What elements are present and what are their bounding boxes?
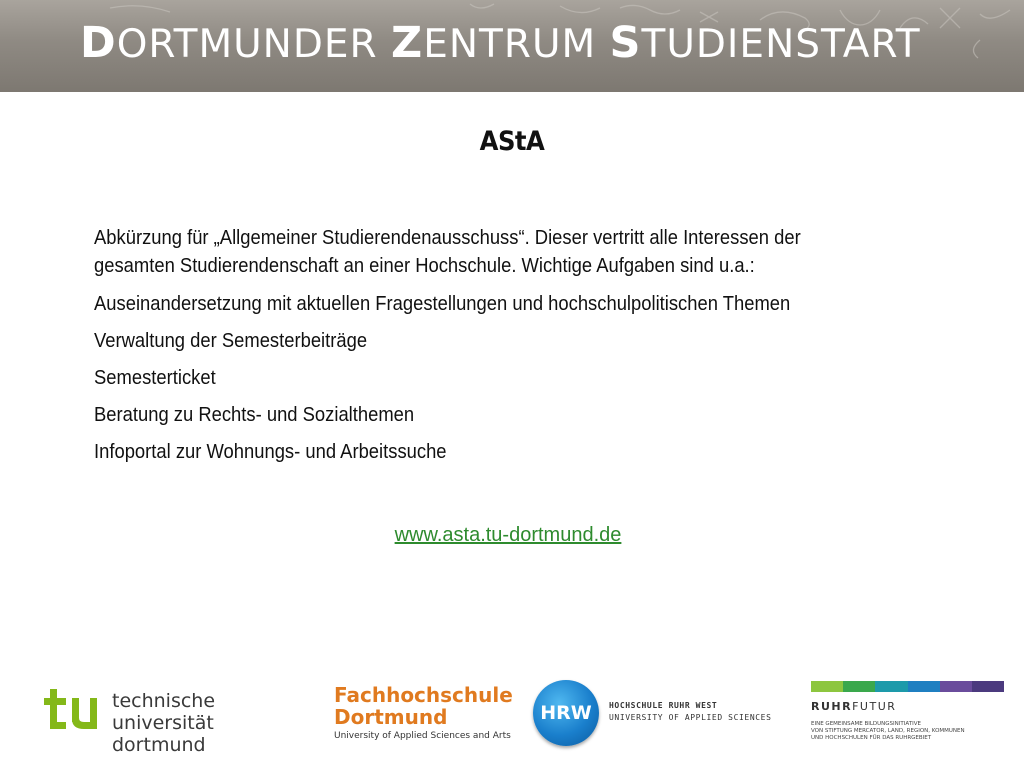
fh-logo-line2: Dortmund [334,705,448,729]
header-title-rest-1: ORTMUNDER [116,22,392,67]
header-title-cap-2: Z [391,18,424,68]
hrw-logo [533,680,783,748]
ruhrfutur-bar [875,681,907,692]
list-item: Semesterticket [94,367,216,389]
ruhrfutur-bar [972,681,1004,692]
ruhrfutur-bar [940,681,972,692]
ruhrfutur-desc-line: EINE GEMEINSAME BILDUNGSINITIATIVE [811,721,921,727]
intro-paragraph: Abkürzung für „Allgemeiner Studierendenausschuss“. Dieser vertritt alle Interessen der gesamten Studierendenschaft an einer Hochschule. Wichtige Aufgaben sind u.a.: [94,227,801,277]
header-banner [0,0,1024,92]
header-title-cap-3: S [609,18,642,68]
hrw-logo-text [609,700,772,724]
slide-body [94,224,848,475]
hrw-logo-line2: UNIVERSITY OF APPLIED SCIENCES [609,713,772,722]
header-title-cap-1: D [80,18,117,68]
fh-logo-line1: Fachhochschule [334,683,513,707]
ruhrfutur-description [811,721,1006,742]
ruhrfutur-bar [908,681,940,692]
ruhrfutur-desc-line: UND HOCHSCHULEN FÜR DAS RUHRGEBIET [811,735,932,741]
fh-dortmund-logo [334,684,514,746]
hrw-badge-icon: HRW [533,680,599,746]
ruhrfutur-desc-line: VON STIFTUNG MERCATOR, LAND, REGION, KOMMUNEN [811,728,965,734]
tu-logo-line1: technische universität [112,690,216,734]
fh-logo-subtitle: University of Applied Sciences and Arts [334,731,511,741]
header-title-rest-3: TUDIENSTART [641,22,921,67]
tu-logo-line2: dortmund [112,734,206,756]
ruhrfutur-bar [843,681,875,692]
tu-dortmund-logo [44,685,314,756]
list-item: Auseinandersetzung mit aktuellen Fragestellungen und hochschulpolitischen Themen [94,293,791,315]
slide-title: AStA [479,126,545,157]
tu-logo-text [112,690,314,756]
ruhrfutur-name-rest: FUTUR [852,700,897,713]
list-item: Beratung zu Rechts- und Sozialthemen [94,404,415,426]
ruhrfutur-color-bars [811,681,1004,692]
ruhrfutur-logo [811,681,1006,751]
hrw-logo-line1: HOCHSCHULE RUHR WEST [609,701,718,710]
header-title-rest-2: ENTRUM [423,22,610,67]
ruhrfutur-name [811,700,1006,713]
ruhrfutur-name-bold: RUHR [811,700,853,713]
list-item: Verwaltung der Semesterbeiträge [94,330,368,352]
ruhrfutur-bar [811,681,843,692]
asta-website-link[interactable]: www.asta.tu-dortmund.de [394,524,622,546]
tu-logo-icon [44,685,104,735]
header-title [80,18,921,68]
list-item: Infoportal zur Wohnungs- und Arbeitssuche [94,441,447,463]
